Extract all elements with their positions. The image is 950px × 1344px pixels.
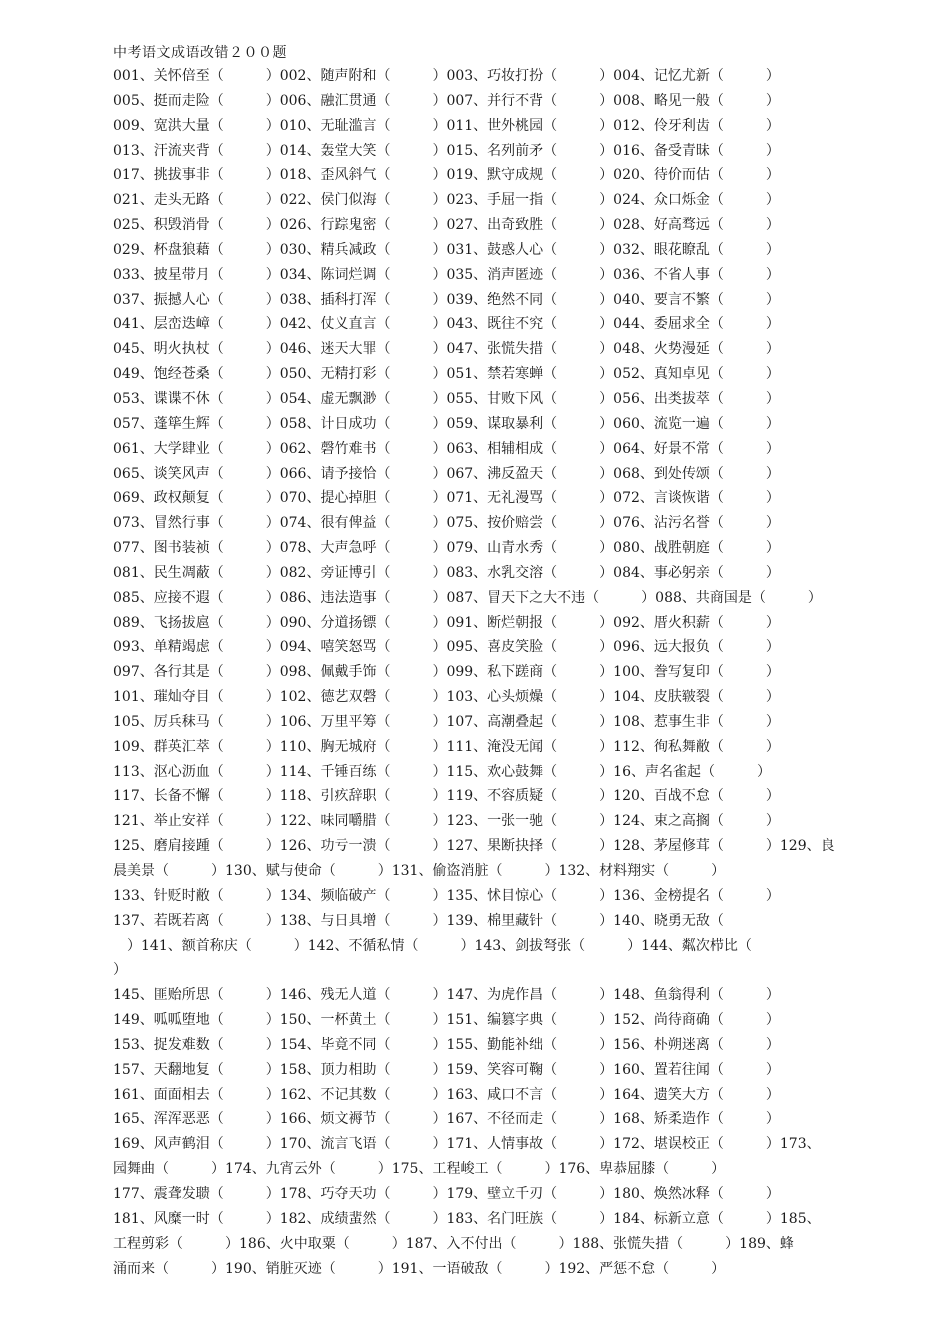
text-line: 077、图书装祯（ ）078、大声急呼（ ）079、山青水秀（ ）080、战胜朝庭（ ） xyxy=(113,540,780,557)
text-line: 073、冒然行事（ ）074、很有俾益（ ）075、按价赔尝（ ）076、沾污名誉（ ） xyxy=(113,515,780,532)
text-line: 133、针贬时敝（ ）134、频临破产（ ）135、怵目惊心（ ）136、金榜提名（ ） xyxy=(113,887,780,904)
text-line: 089、飞扬拔扈（ ）090、分道扬镖（ ）091、断烂朝报（ ）092、厝火积薪（ ） xyxy=(113,614,780,631)
text-line: 069、政权颠复（ ）070、提心掉胆（ ）071、无礼漫骂（ ）072、言谈恢谐（ ） xyxy=(113,490,780,507)
text-line: 109、群英汇萃（ ）110、胸无城府（ ）111、淹没无闻（ ）112、徇私舞敝（ ） xyxy=(113,738,780,755)
text-line: 045、明火执杖（ ）046、迷天大罪（ ）047、张慌失措（ ）048、火势漫延（ ） xyxy=(113,341,780,358)
text-line: 117、长备不懈（ ）118、引疚辞职（ ）119、不容质疑（ ）120、百战不怠（ ） xyxy=(113,788,780,805)
text-line: 169、风声鹤泪（ ）170、流言飞语（ ）171、人情事故（ ）172、堪误校正（ ）173、 xyxy=(113,1136,821,1153)
text-line: 涌而来（ ）190、销脏灭迹（ ）191、一语破敌（ ）192、严惩不怠（ ） xyxy=(113,1260,726,1277)
text-line: 041、层峦迭嶂（ ）042、仗义直言（ ）043、既往不究（ ）044、委屈求全（ ） xyxy=(113,316,780,333)
text-line: 093、单精竭虑（ ）094、嘻笑怒骂（ ）095、喜皮笑脸（ ）096、远大报负（ ） xyxy=(113,639,780,656)
document-page xyxy=(113,42,873,1306)
text-line: 125、磨肩接踵（ ）126、功亏一溃（ ）127、果断抉择（ ）128、茅屋修茸（ ）129、良 xyxy=(113,838,835,855)
text-line: 057、蓬筚生辉（ ）058、计日成功（ ）059、谋取暴利（ ）060、流览一遍（ ） xyxy=(113,415,780,432)
text-line: 021、走头无路（ ）022、侯门似海（ ）023、手屈一指（ ）024、众口烁金（ ） xyxy=(113,192,780,209)
text-line: ） xyxy=(113,962,127,979)
text-line: 181、风糜一时（ ）182、成绩蜚然（ ）183、名门旺族（ ）184、标新立意（ ）185、 xyxy=(113,1210,821,1227)
text-line: 097、各行其是（ ）098、佩戴手饰（ ）099、私下蹉商（ ）100、誊写复印（ ） xyxy=(113,664,780,681)
text-line: 081、民生凋蔽（ ）082、旁证博引（ ）083、水乳交溶（ ）084、事必躬亲（ ） xyxy=(113,564,780,581)
document-title: 中考语文成语改错２００题 xyxy=(113,45,287,61)
text-line: 053、谍谍不休（ ）054、虚无飘渺（ ）055、甘败下风（ ）056、出类拔萃（ ） xyxy=(113,390,780,407)
text-line: 009、宽洪大量（ ）010、无耻滥言（ ）011、世外桃园（ ）012、伶牙利齿（ ） xyxy=(113,117,780,134)
text-line: 105、厉兵秣马（ ）106、万里平筹（ ）107、高潮叠起（ ）108、惹事生非（ ） xyxy=(113,713,780,730)
text-line: 061、大学肆业（ ）062、磬竹难书（ ）063、相辅相成（ ）064、好景不常（ ） xyxy=(113,440,780,457)
text-line: 157、天翻地复（ ）158、顶力相助（ ）159、笑容可鞠（ ）160、置若往闻（ ） xyxy=(113,1061,780,1078)
text-line: 177、震聋发聩（ ）178、巧夺天功（ ）179、壁立千刃（ ）180、焕然冰释（ ） xyxy=(113,1185,780,1202)
text-line: 025、积毁消骨（ ）026、行踪鬼密（ ）027、出奇致胜（ ）028、好高骛远（ ） xyxy=(113,217,780,234)
text-line: 113、沤心沥血（ ）114、千锤百练（ ）115、欢心鼓舞（ ）16、声名雀起（ ） xyxy=(113,763,771,780)
text-line: 013、汗流夹背（ ）014、轰堂大笑（ ）015、名列前矛（ ）016、备受青昧（ ） xyxy=(113,142,780,159)
text-line: 017、挑拔事非（ ）018、歪风斜气（ ）019、默守成规（ ）020、待价而估（ ） xyxy=(113,167,780,184)
text-line: 153、捉发难数（ ）154、毕竟不同（ ）155、勤能补绌（ ）156、朴朔迷离（ ） xyxy=(113,1036,780,1053)
text-line xyxy=(113,1281,873,1306)
text-line: 165、浑浑恶恶（ ）166、烦文褥节（ ）167、不径而走（ ）168、矫柔造作（ ） xyxy=(113,1111,780,1128)
text-line: 149、呱呱堕地（ ）150、一杯黄土（ ）151、编篡字典（ ）152、尚待商确（ ） xyxy=(113,1012,780,1029)
text-line: 065、谈笑风声（ ）066、请予接恰（ ）067、沸反盈天（ ）068、到处传颂（ ） xyxy=(113,465,780,482)
text-line: 121、举止安祥（ ）122、味同嚼腊（ ）123、一张一驰（ ）124、束之高搁（ ） xyxy=(113,813,780,830)
text-line: 005、挺而走险（ ）006、融汇贯通（ ）007、并行不背（ ）008、略见一般（ ） xyxy=(113,92,780,109)
text-line: 033、披星带月（ ）034、陈词烂调（ ）035、消声匿迹（ ）036、不省人事（ ） xyxy=(113,266,780,283)
text-line: ）141、额首称庆（ ）142、不循私情（ ）143、剑拔弩张（ ）144、粼次栉比（ xyxy=(113,937,752,954)
text-line: 161、面面相去（ ）162、不记其数（ ）163、咸口不言（ ）164、遗笑大方（ ） xyxy=(113,1086,780,1103)
text-line: 145、匪贻所思（ ）146、残无人道（ ）147、为虎作昌（ ）148、鱼翁得利（ ） xyxy=(113,987,780,1004)
text-line: 085、应接不遐（ ）086、违法造事（ ）087、冒天下之大不违（ ）088、共商国是（ ） xyxy=(113,589,822,606)
text-line: 137、若既若离（ ）138、与日具增（ ）139、棉里藏针（ ）140、晓勇无敌（ xyxy=(113,912,724,929)
text-line: 037、振撼人心（ ）038、插科打浑（ ）039、绝然不同（ ）040、要言不繁（ ） xyxy=(113,291,780,308)
text-line: 101、璀灿夺目（ ）102、德艺双磬（ ）103、心头烦燥（ ）104、皮肤皲裂（ ） xyxy=(113,689,780,706)
text-line: 029、杯盘狼藉（ ）030、精兵减政（ ）031、鼓惑人心（ ）032、眼花瞭乱（ ） xyxy=(113,241,780,258)
text-line: 晨美景（ ）130、赋与使命（ ）131、偷盗消脏（ ）132、材料翔实（ ） xyxy=(113,863,726,879)
text-line: 工程剪彩（ ）186、火中取粟（ ）187、入不付出（ ）188、张慌失措（ ）189、蜂 xyxy=(113,1235,794,1252)
text-line: 049、饱经苍桑（ ）050、无精打彩（ ）051、禁若寒蝉（ ）052、真知卓见（ ） xyxy=(113,366,780,383)
text-line: 园舞曲（ ）174、九宵云外（ ）175、工程峻工（ ）176、卑恭屈膝（ ） xyxy=(113,1161,726,1178)
text-line: 001、关怀倍至（ ）002、随声附和（ ）003、巧妆打扮（ ）004、记忆尤新（ ） xyxy=(113,68,780,84)
